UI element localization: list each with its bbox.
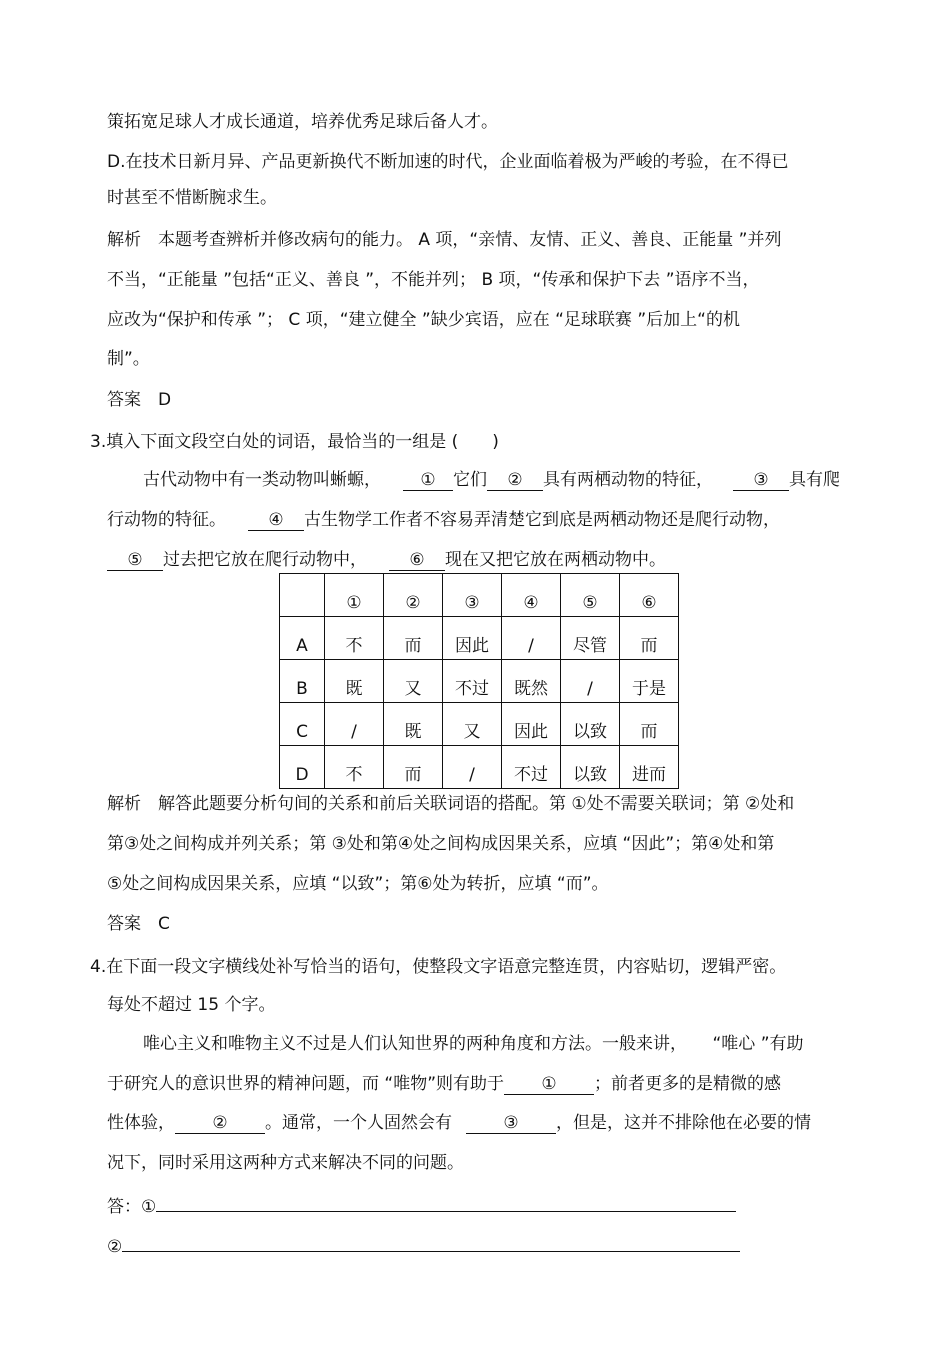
q3-blank-2[interactable]: ②	[487, 470, 543, 491]
q2-answer: 答案 D	[107, 390, 172, 410]
q3-text: 现在又把它放在两栖动物中。	[445, 550, 666, 570]
table-cell: 而	[620, 703, 679, 746]
q3-text: 它们	[453, 470, 487, 490]
q3-analysis-line: 第③处之间构成并列关系；第 ③处和第④处之间构成因果关系，应填 “因此”；第④处和第	[107, 834, 775, 854]
q3-text: 具有爬	[789, 470, 840, 490]
q4-blank-3[interactable]: ③	[466, 1113, 556, 1134]
q4-passage-line1: 唯心主义和唯物主义不过是人们认知世界的两种角度和方法。一般来讲， “唯心 ”有助	[143, 1034, 804, 1054]
table-cell: 而	[384, 617, 443, 660]
q2-analysis-line: 制”。	[107, 349, 150, 369]
table-cell: 不过	[443, 660, 502, 703]
table-cell: A	[280, 617, 325, 660]
q4-text: 于研究人的意识世界的精神问题，而 “唯物”则有助于	[107, 1074, 505, 1094]
table-row	[280, 660, 679, 703]
q3-blank-3[interactable]: ③	[733, 470, 789, 491]
q3-blank-5[interactable]: ⑤	[107, 550, 163, 571]
q4-passage-line3	[107, 1111, 811, 1135]
q4-stem-line2: 每处不超过 15 个字。	[107, 995, 276, 1015]
table-row	[280, 703, 679, 746]
table-cell: 尽管	[561, 617, 620, 660]
table-cell: 既	[325, 660, 384, 703]
q2-analysis-line: 应改为“保护和传承 ”； C 项，“建立健全 ”缺少宾语，应在 “足球联赛 ”后加上“的机	[107, 310, 740, 330]
table-cell: 既	[384, 703, 443, 746]
table-cell: /	[443, 746, 502, 789]
q3-blank-6[interactable]: ⑥	[389, 550, 445, 571]
q4-passage-line4: 况下，同时采用这两种方式来解决不同的问题。	[107, 1153, 464, 1173]
table-cell: 既然	[502, 660, 561, 703]
q3-passage-line3	[107, 548, 666, 572]
q4-text: 。通常，一个人固然会有	[265, 1113, 452, 1133]
table-cell: 因此	[502, 703, 561, 746]
table-header-cell: ④	[502, 574, 561, 617]
table-cell: 因此	[443, 617, 502, 660]
q2-option-d-line1: D.在技术日新月异、产品更新换代不断加速的时代，企业面临着极为严峻的考验，在不得已	[107, 152, 789, 172]
q2-option-d-line2: 时甚至不惜断腕求生。	[107, 188, 277, 208]
table-cell: 进而	[620, 746, 679, 789]
table-cell: 而	[384, 746, 443, 789]
q3-blank-4[interactable]: ④	[248, 510, 304, 531]
table-cell: D	[280, 746, 325, 789]
table-cell: 于是	[620, 660, 679, 703]
q4-answer-input-1[interactable]	[156, 1193, 736, 1212]
table-cell: 以致	[561, 746, 620, 789]
table-header-cell: ⑥	[620, 574, 679, 617]
q3-blank-1[interactable]: ①	[403, 470, 453, 491]
q3-analysis-line: ⑤处之间构成因果关系，应填 “以致”；第⑥处为转折，应填 “而”。	[107, 874, 609, 894]
table-cell: 不过	[502, 746, 561, 789]
q2-option-c-tail: 策拓宽足球人才成长通道，培养优秀足球后备人才。	[107, 112, 498, 132]
table-header-cell: ③	[443, 574, 502, 617]
table-header-row	[280, 574, 679, 617]
q3-answer: 答案 C	[107, 914, 170, 934]
table-cell: /	[561, 660, 620, 703]
q4-answer-line-1	[107, 1193, 736, 1219]
q4-stem-line1: 4.在下面一段文字横线处补写恰当的语句，使整段文字语意完整连贯，内容贴切，逻辑严密。	[90, 957, 787, 977]
table-cell: 又	[443, 703, 502, 746]
q4-answer-label: ②	[107, 1237, 123, 1257]
q4-text: ，但是，这并不排除他在必要的情	[556, 1113, 811, 1133]
q3-text: 过去把它放在爬行动物中，	[163, 550, 367, 570]
table-cell: 又	[384, 660, 443, 703]
q3-passage-line1	[143, 468, 840, 492]
q2-analysis-line: 解析 本题考查辨析并修改病句的能力。 A 项，“亲情、友情、正义、善良、正能量 ”并列	[107, 230, 782, 250]
q4-answer-line-2	[107, 1233, 740, 1259]
table-header-cell: ⑤	[561, 574, 620, 617]
q4-text: 性体验，	[107, 1113, 175, 1133]
q3-text: 具有两栖动物的特征，	[543, 470, 713, 490]
q3-text: 行动物的特征。	[107, 510, 226, 530]
table-cell: /	[325, 703, 384, 746]
table-cell: /	[502, 617, 561, 660]
q3-stem: 3.填入下面文段空白处的词语，最恰当的一组是 ( )	[90, 432, 499, 452]
table-cell: 不	[325, 617, 384, 660]
q3-text: 古代动物中有一类动物叫蜥螈，	[143, 470, 381, 490]
q4-blank-1[interactable]: ①	[504, 1074, 594, 1095]
q4-blank-2[interactable]: ②	[175, 1113, 265, 1134]
q4-passage-line2	[107, 1072, 781, 1096]
table-cell: C	[280, 703, 325, 746]
q4-answer-input-2[interactable]	[122, 1233, 740, 1252]
table-cell: 以致	[561, 703, 620, 746]
table-cell: B	[280, 660, 325, 703]
table-header-cell	[280, 574, 325, 617]
q2-analysis-line: 不当，“正能量 ”包括“正义、善良 ”，不能并列； B 项，“传承和保护下去 ”语序不当，	[107, 270, 760, 290]
q3-analysis-line: 解析 解答此题要分析句间的关系和前后关联词语的搭配。第 ①处不需要关联词；第 ②处和	[107, 794, 795, 814]
table-cell: 而	[620, 617, 679, 660]
table-header-cell: ①	[325, 574, 384, 617]
q4-text: ；前者更多的是精微的感	[594, 1074, 782, 1094]
q4-answer-label: 答：①	[107, 1197, 157, 1217]
table-cell: 不	[325, 746, 384, 789]
q3-passage-line2	[107, 508, 780, 532]
q3-options-table	[279, 573, 679, 789]
table-row	[280, 617, 679, 660]
table-row	[280, 746, 679, 789]
table-header-cell: ②	[384, 574, 443, 617]
q3-text: 古生物学工作者不容易弄清楚它到底是两栖动物还是爬行动物，	[304, 510, 780, 530]
